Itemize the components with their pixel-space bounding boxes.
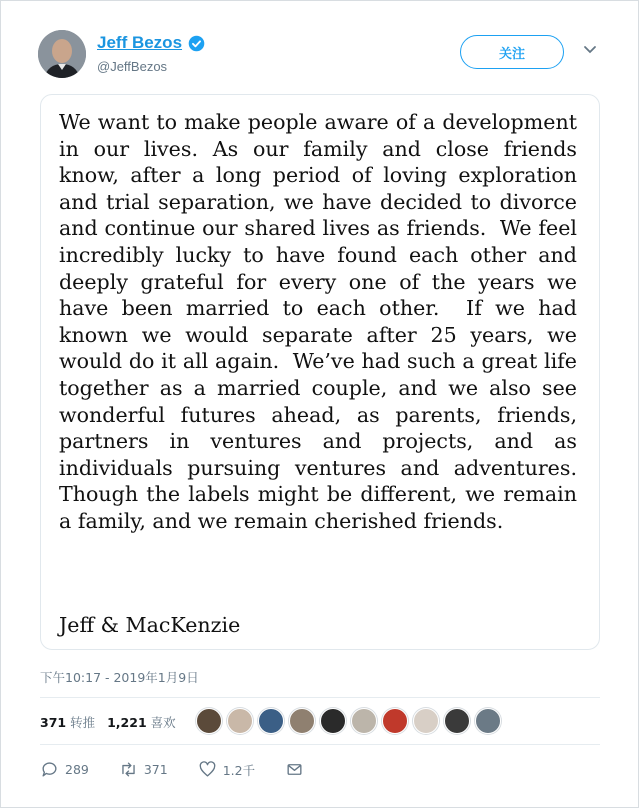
- like-count: 1.2千: [222, 762, 256, 778]
- retweet-count: 371: [143, 762, 168, 777]
- avatar[interactable]: [38, 30, 86, 78]
- liker-avatar[interactable]: [289, 708, 315, 734]
- direct-message-button[interactable]: [285, 760, 304, 779]
- retweet-stat-count: 371: [40, 715, 67, 730]
- liker-avatar[interactable]: [475, 708, 501, 734]
- heart-icon: [198, 760, 217, 779]
- like-button[interactable]: [198, 760, 255, 779]
- retweet-stat-label: 转推: [70, 715, 96, 730]
- retweet-icon: [119, 760, 138, 779]
- retweet-stat[interactable]: [40, 713, 95, 731]
- liker-avatar[interactable]: [444, 708, 470, 734]
- liker-avatar[interactable]: [258, 708, 284, 734]
- like-stat-count: 1,221: [107, 715, 147, 730]
- avatar-image: [38, 30, 86, 78]
- reply-button[interactable]: [40, 760, 89, 779]
- statement-card[interactable]: [40, 94, 600, 650]
- liker-avatar[interactable]: [413, 708, 439, 734]
- action-bar: [40, 760, 334, 779]
- handle: @JeffBezos: [97, 59, 168, 74]
- statement-signature: Jeff & MacKenzie: [59, 613, 241, 637]
- follow-button[interactable]: 关注: [460, 35, 564, 69]
- liker-avatar[interactable]: [320, 708, 346, 734]
- divider: [40, 697, 600, 698]
- timestamp[interactable]: 下午10:17 - 2019年1月9日: [40, 670, 199, 685]
- display-name-link[interactable]: Jeff Bezos: [97, 33, 183, 52]
- reply-icon: [40, 760, 59, 779]
- chevron-down-icon[interactable]: [583, 45, 597, 55]
- retweet-button[interactable]: [119, 760, 168, 779]
- statement-text: We want to make people aware of a development in our lives. As our family and close friends know, after a long period of loving exploration and trial separation, we have decided to divorce and continue our shared lives as friends. We feel incredibly lucky to have found each other and deeply grateful for every one of the years we have been married to each other. If we had known we would separate after 25 years, we would do it all again. We’ve had such a great life together as a married couple, and we also see wonderful futures ahead, as parents, friends, partners in ventures and projects, and as individuals pursuing ventures and adventures. Though the labels might be different, we remain a family, and we remain cherished friends.: [59, 110, 591, 533]
- verified-badge-icon: [188, 35, 205, 52]
- like-stat[interactable]: [107, 713, 176, 731]
- reply-count: 289: [65, 762, 89, 777]
- liker-avatar[interactable]: [227, 708, 253, 734]
- divider: [40, 744, 600, 745]
- like-stat-label: 喜欢: [150, 715, 176, 730]
- envelope-icon: [285, 760, 304, 779]
- liker-avatars: [196, 708, 501, 734]
- liker-avatar[interactable]: [196, 708, 222, 734]
- liker-avatar[interactable]: [382, 708, 408, 734]
- engagement-stats: [40, 713, 176, 731]
- liker-avatar[interactable]: [351, 708, 377, 734]
